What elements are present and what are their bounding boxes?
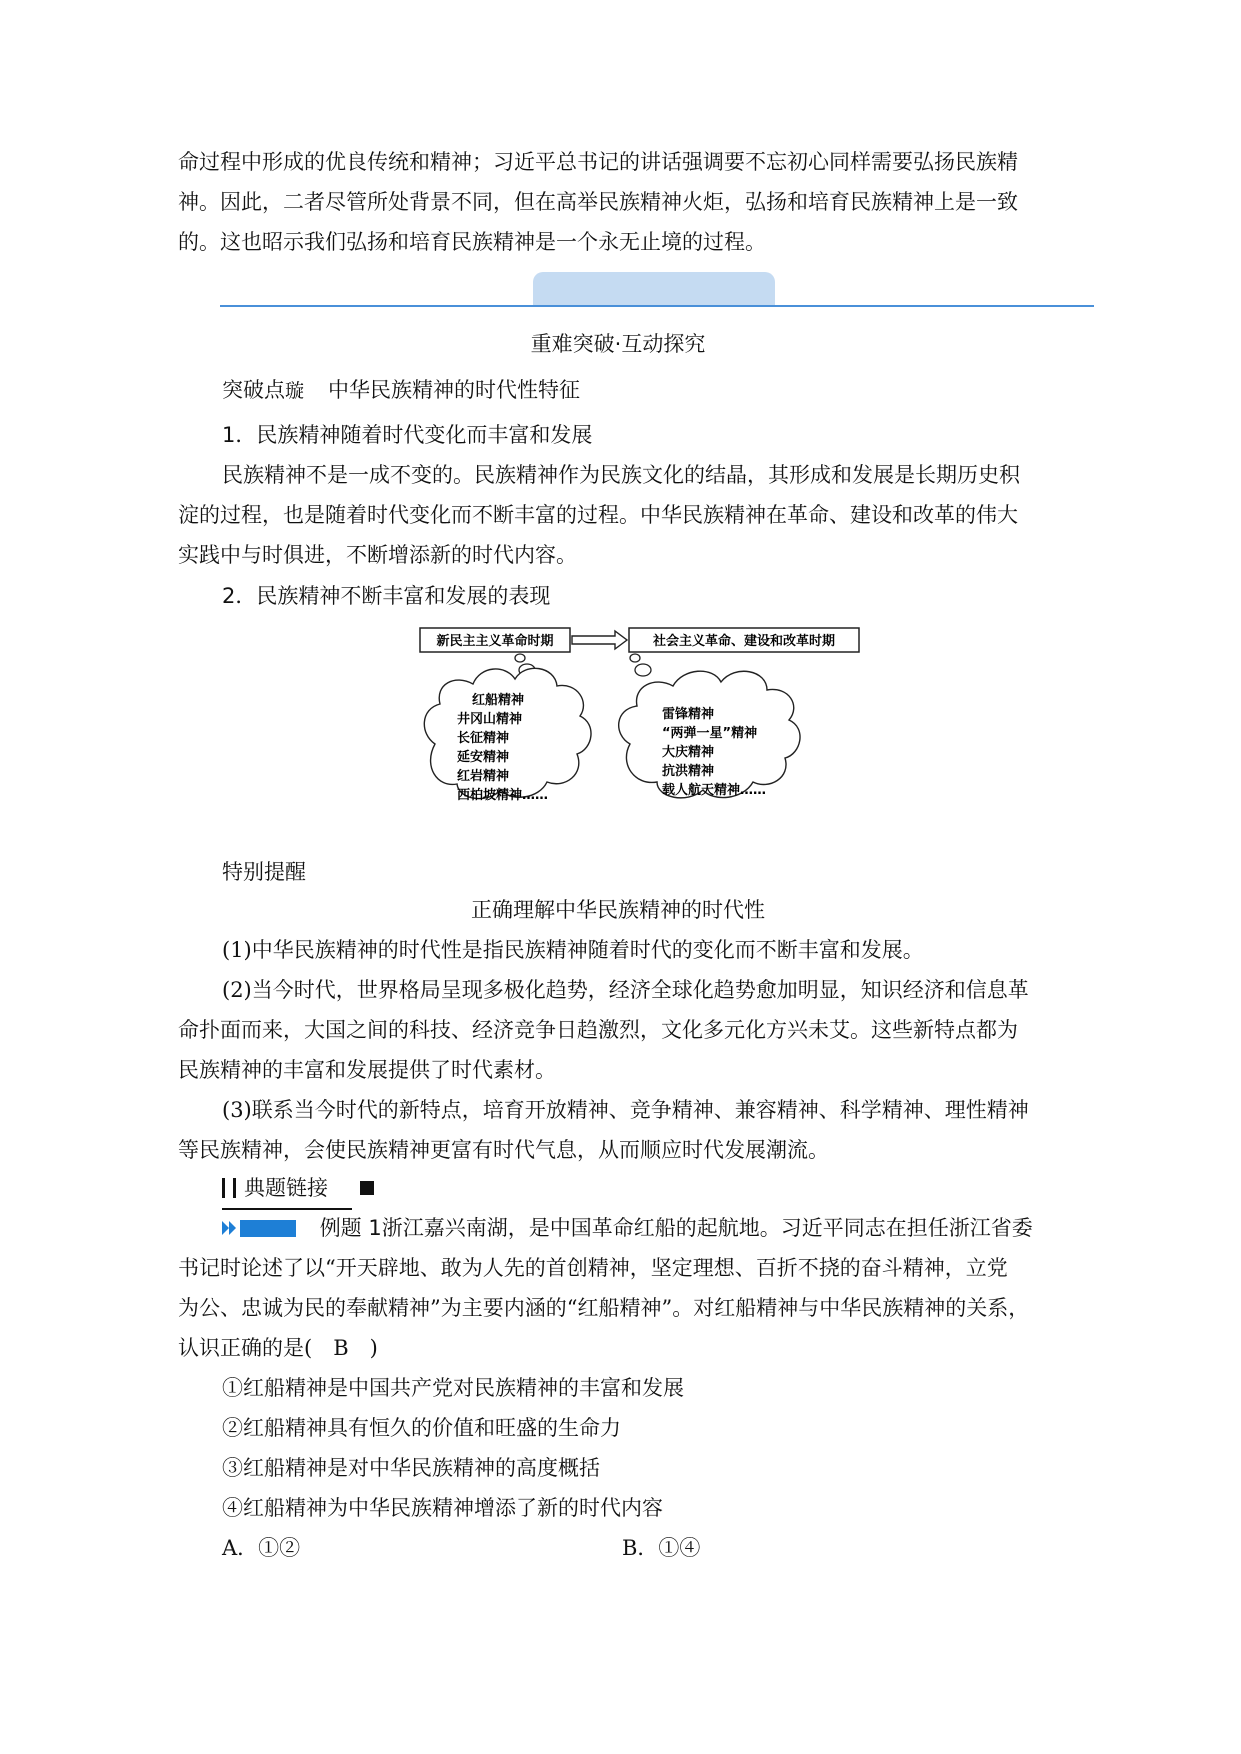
left-item-2: 井冈山精神 <box>457 712 523 727</box>
intro-line-1: 命过程中形成的优良传统和精神；习近平总书记的讲话强调要不忘初心同样需要弘扬民族精 <box>178 150 1018 174</box>
reminder-title: 正确理解中华民族精神的时代性 <box>471 898 765 922</box>
right-item-5: 载人航天精神…… <box>662 783 767 798</box>
example-line-2: 书记时论述了以“开天辟地、敢为人先的首创精神，坚定理想、百折不挠的奋斗精神，立党 <box>178 1256 1008 1280</box>
bar-icon <box>222 1178 225 1198</box>
bar-icon <box>233 1178 236 1198</box>
reminder-para1-line-1: (1)中华民族精神的时代性是指民族精神随着时代的变化而不断丰富和发展。 <box>222 938 924 962</box>
right-item-3: 大庆精神 <box>662 745 715 760</box>
link-heading <box>222 1168 374 1210</box>
left-item-3: 长征精神 <box>457 731 510 746</box>
reminder-para3-line-2: 等民族精神，会使民族精神更富有时代气息，从而顺应时代发展潮流。 <box>178 1138 829 1162</box>
example-text-1: 浙江嘉兴南湖，是中国革命红船的起航地。习近平同志在担任浙江省委 <box>381 1216 1033 1240</box>
left-item-5: 红岩精神 <box>457 769 510 784</box>
intro-line-2: 神。因此，二者尽管所处背景不同，但在高举民族精神火炬，弘扬和培育民族精神上是一致 <box>178 190 1018 214</box>
statement-4: ④红船精神为中华民族精神增添了新的时代内容 <box>222 1496 663 1520</box>
section-banner-tab <box>533 272 775 306</box>
breakpoint-title: 中华民族精神的时代性特征 <box>328 378 581 402</box>
link-heading-text: 典题链接 <box>244 1176 328 1200</box>
reminder-para3-line-1: (3)联系当今时代的新特点，培育开放精神、竞争精神、兼容精神、科学精神、理性精神 <box>222 1098 1029 1122</box>
left-bubble-dot-1 <box>515 654 525 662</box>
arrow-icon <box>572 631 627 649</box>
reminder-para2-line-1: (2)当今时代，世界格局呈现多极化趋势，经济全球化趋势愈加明显，知识经济和信息革 <box>222 978 1029 1002</box>
left-item-4: 延安精神 <box>457 750 510 765</box>
reminder-para2-line-2: 命扑面而来，大国之间的科技、经济竞争日趋激烈，文化多元化方兴未艾。这些新特点都为 <box>178 1018 1018 1042</box>
breakpoint-number: 璇 <box>285 380 305 402</box>
section-title: 重难突破·互动探究 <box>530 332 706 356</box>
right-item-4: 抗洪精神 <box>662 764 715 779</box>
point1-heading: 1．民族精神随着时代变化而丰富和发展 <box>222 423 593 447</box>
option-b: B．①④ <box>622 1536 701 1560</box>
point2-heading: 2．民族精神不断丰富和发展的表现 <box>222 584 551 608</box>
breakpoint-label: 突破点 <box>222 378 285 402</box>
right-bubble-dot-2 <box>635 664 651 676</box>
link-heading-underline <box>222 1168 352 1210</box>
section-banner <box>220 272 1094 308</box>
left-period-label: 新民主主义革命时期 <box>436 634 554 649</box>
right-bubble-dot-1 <box>630 654 640 662</box>
spirit-diagram <box>415 624 875 844</box>
intro-line-3: 的。这也昭示我们弘扬和培育民族精神是一个永无止境的过程。 <box>178 230 766 254</box>
example-line-1 <box>222 1208 1102 1248</box>
section-banner-rule <box>220 305 1094 307</box>
options-row <box>222 1528 1022 1568</box>
statement-1: ①红船精神是中国共产党对民族精神的丰富和发展 <box>222 1376 684 1400</box>
example-line-4: 认识正确的是( B ) <box>178 1336 378 1360</box>
right-item-1: 雷锋精神 <box>662 707 715 722</box>
left-item-6: 西柏坡精神…… <box>457 788 549 803</box>
example-badge-icon <box>222 1217 297 1239</box>
reminder-para2-line-3: 民族精神的丰富和发展提供了时代素材。 <box>178 1058 556 1082</box>
right-item-2: “两弹一星”精神 <box>662 726 758 741</box>
statement-2: ②红船精神具有恒久的价值和旺盛的生命力 <box>222 1416 621 1440</box>
point1-line-1: 民族精神不是一成不变的。民族精神作为民族文化的结晶，其形成和发展是长期历史积 <box>222 463 1020 487</box>
option-a: A．①② <box>222 1536 301 1560</box>
example-line-3: 为公、忠诚为民的奉献精神”为主要内涵的“红船精神”。对红船精神与中华民族精神的关系， <box>178 1296 1030 1320</box>
reminder-label: 特别提醒 <box>222 860 306 884</box>
statement-3: ③红船精神是对中华民族精神的高度概括 <box>222 1456 600 1480</box>
right-period-label: 社会主义革命、建设和改革时期 <box>652 634 836 649</box>
square-icon <box>360 1181 374 1195</box>
breakpoint-heading <box>222 370 1102 411</box>
example-label: 例题 1 <box>319 1216 382 1240</box>
left-item-1: 红船精神 <box>472 693 525 708</box>
point1-line-2: 淀的过程，也是随着时代变化而不断丰富的过程。中华民族精神在革命、建设和改革的伟大 <box>178 503 1018 527</box>
point1-line-3: 实践中与时俱进，不断增添新的时代内容。 <box>178 543 577 567</box>
